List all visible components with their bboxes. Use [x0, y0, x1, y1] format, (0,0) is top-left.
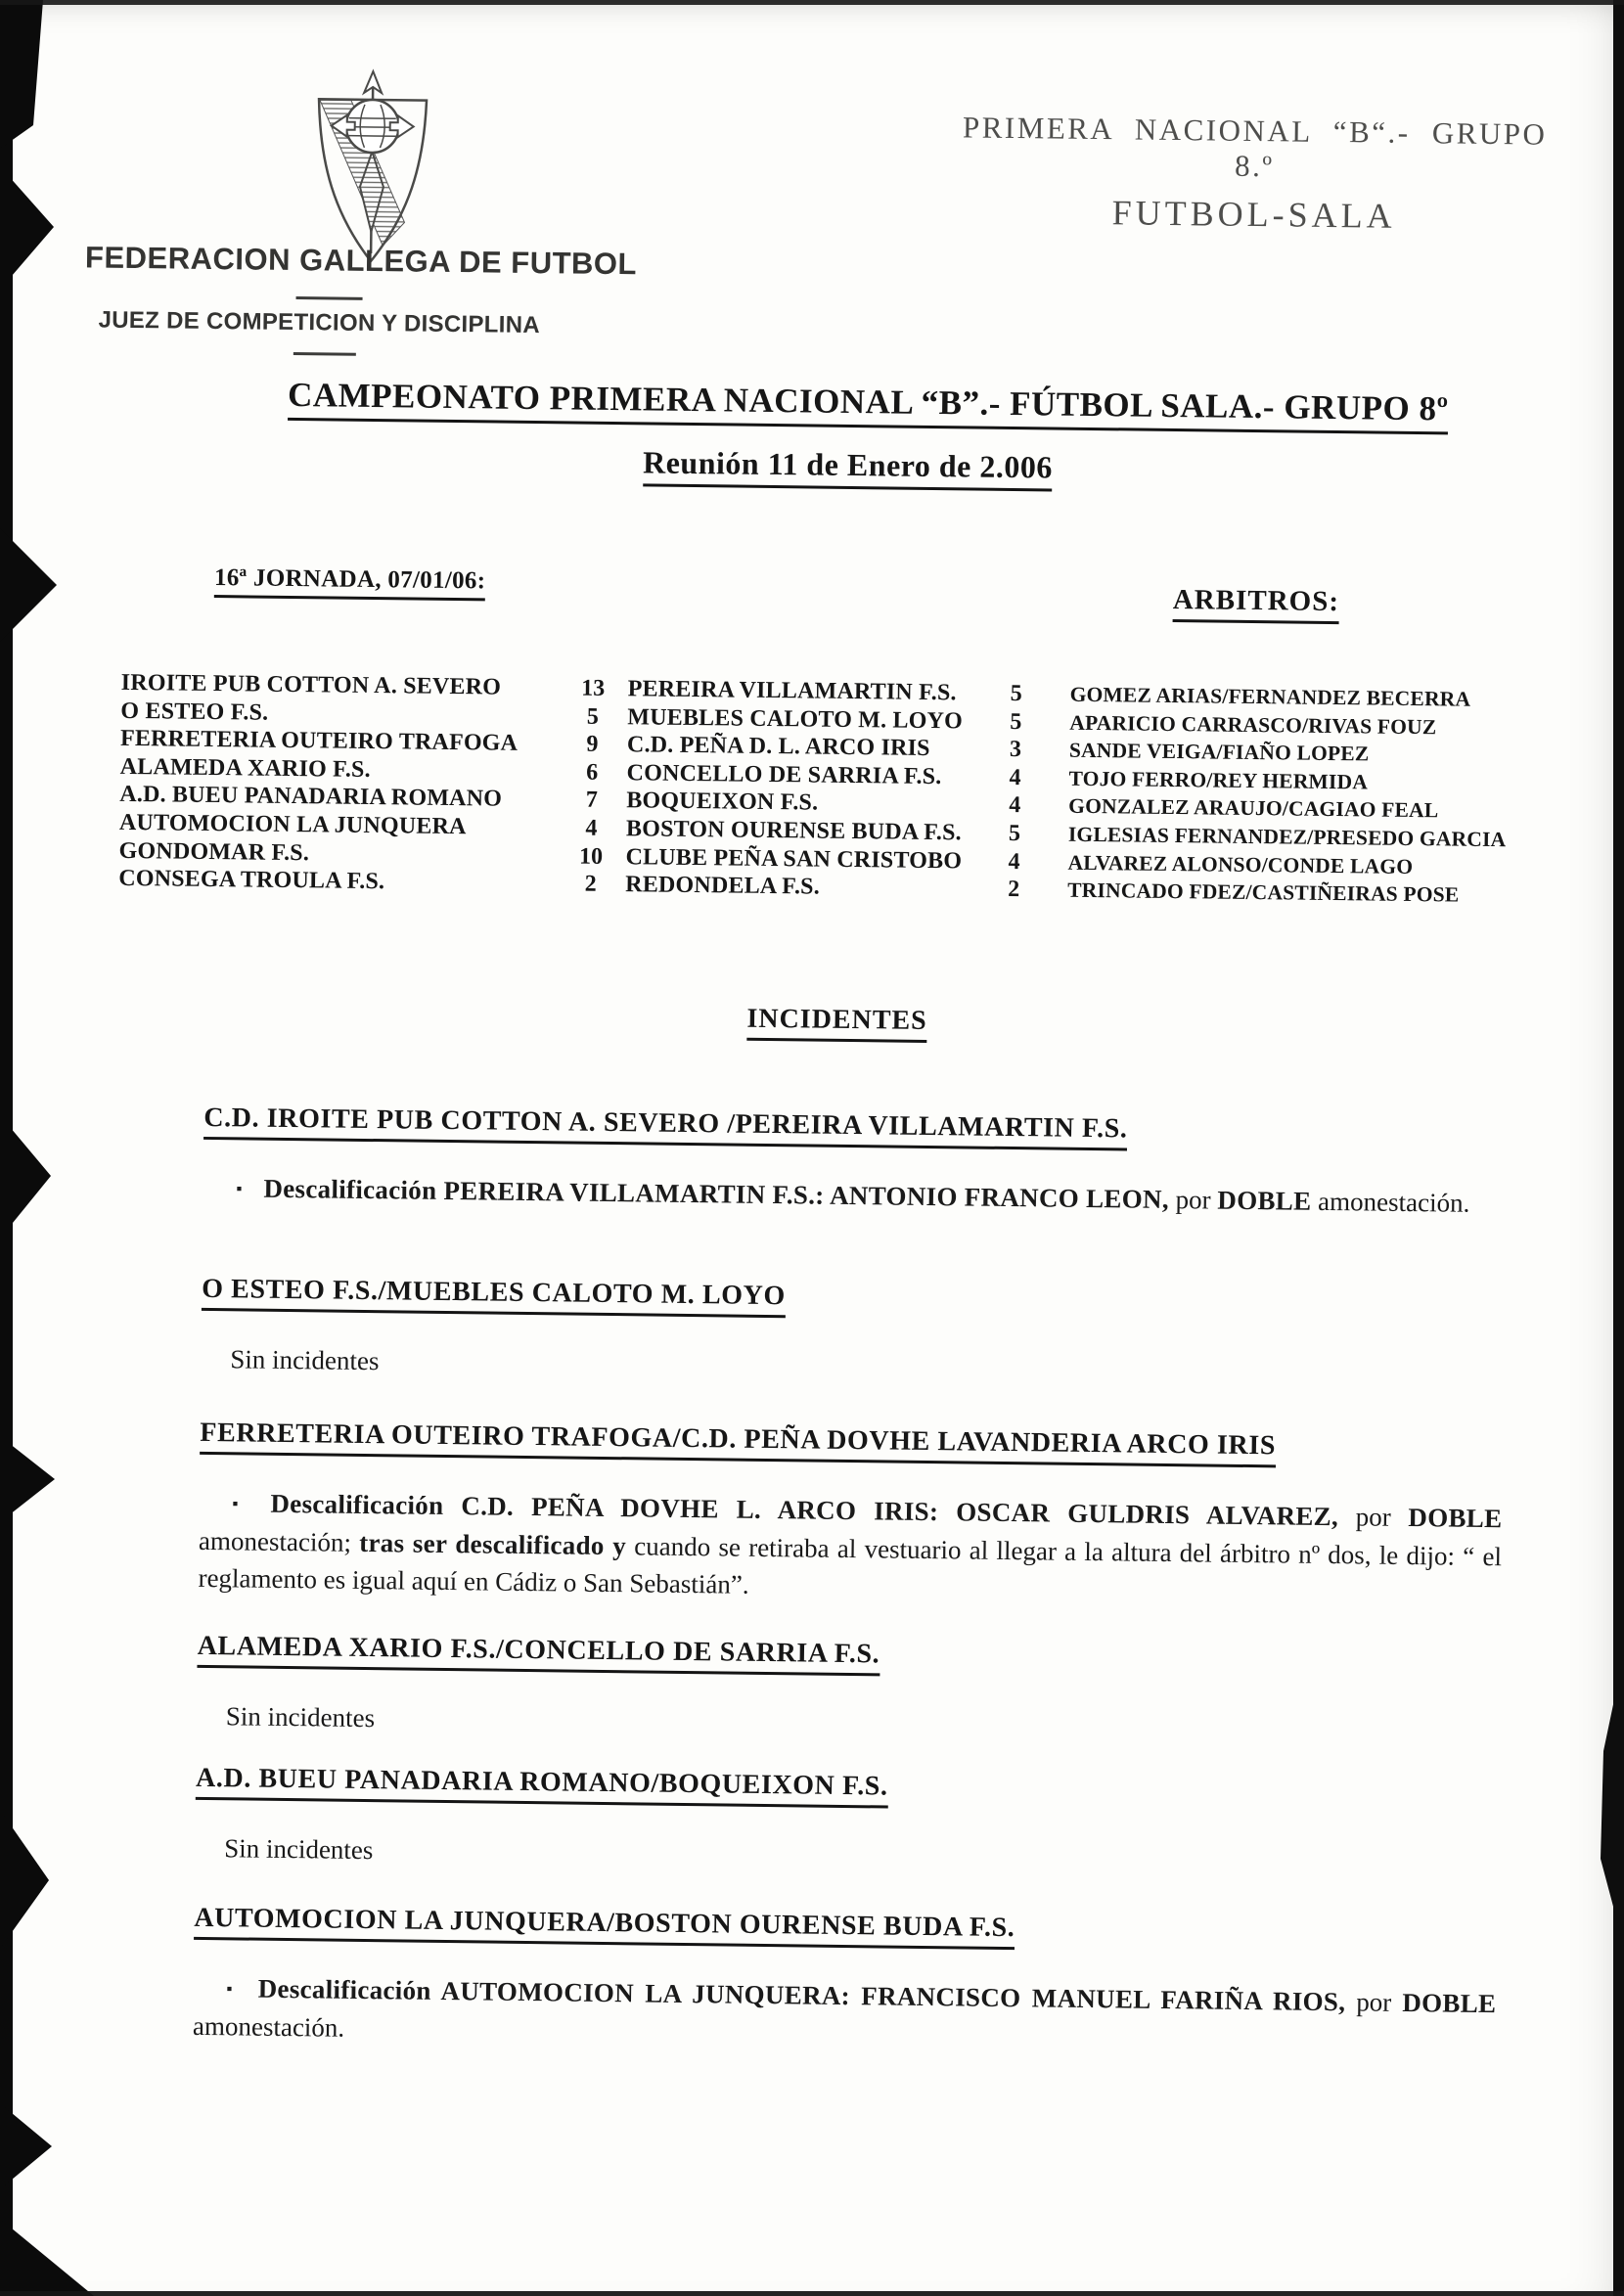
away-team: PEREIRA VILLAMARTIN F.S.	[627, 676, 957, 706]
incident-section	[201, 1274, 1505, 1393]
home-team: AUTOMOCION LA JUNQUERA	[118, 809, 467, 840]
incident-text-segment: por	[1337, 1502, 1409, 1533]
home-score: 4	[585, 815, 598, 841]
away-score: 3	[1009, 737, 1022, 763]
judge-title: JUEZ DE COMPETICION Y DISCIPLINA	[98, 306, 541, 339]
home-team: ALAMEDA XARIO F.S.	[119, 753, 371, 783]
incident-text-segment: Descalificación PEREIRA VILLAMARTIN F.S.: ANTONIO FRANCO LEON,	[263, 1173, 1170, 1214]
away-score: 5	[1010, 680, 1022, 707]
referee-pair: SANDE VEIGA/FIAÑO LOPEZ	[1068, 738, 1370, 766]
incident-text-segment: por	[1345, 1987, 1403, 2017]
home-team: O ESTEO F.S.	[120, 698, 269, 726]
spacer	[1043, 820, 1068, 848]
incident-text-segment: Descalificación C.D. PEÑA DOVHE L. ARCO IRIS: OSCAR GULDRIS ALVAREZ,	[270, 1488, 1339, 1532]
results-table	[118, 669, 1550, 911]
referee-pair: TRINCADO FDEZ/CASTIÑEIRAS POSE	[1067, 878, 1460, 907]
federation-divider	[296, 296, 363, 300]
incident-body	[195, 1829, 1498, 1882]
incident-body	[203, 1169, 1506, 1223]
incident-text-segment: cuando se retiraba al vestuario al llegar a la altura del árbitro nº dos, le dijo: “ el reglamento es igual aquí en Cádiz o San Sebastián”.	[198, 1531, 1503, 1599]
spacer	[1042, 877, 1067, 905]
incident-section	[193, 1903, 1498, 2060]
incident-text-segment: DOBLE	[1408, 1503, 1503, 1534]
away-score: 4	[1008, 848, 1020, 875]
away-team: CONCELLO DE SARRIA F.S.	[626, 759, 942, 789]
incident-section	[198, 1418, 1503, 1612]
spacer	[1044, 680, 1069, 708]
incident-text-segment: por	[1168, 1184, 1218, 1215]
incident-text-segment: DOBLE	[1402, 1987, 1497, 2019]
incident-heading: AUTOMOCION LA JUNQUERA/BOSTON OURENSE BUDA F.S.	[194, 1903, 1497, 1956]
away-team: BOSTON OURENSE BUDA F.S.	[625, 816, 963, 846]
referee-pair: GONZALEZ ARAUJO/CAGIAO FEAL	[1068, 794, 1439, 823]
matchday-heading: 16ª JORNADA, 07/01/06:	[214, 564, 486, 601]
home-team: IROITE PUB COTTON A. SEVERO	[120, 669, 502, 700]
referees-heading: ARBITROS:	[1173, 584, 1340, 624]
incident-heading: O ESTEO F.S./MUEBLES CALOTO M. LOYO	[202, 1274, 1505, 1327]
incident-body	[197, 1697, 1500, 1750]
incident-text-segment: Sin incidentes	[224, 1833, 374, 1866]
incident-section	[197, 1631, 1501, 1750]
home-score: 9	[586, 731, 599, 758]
away-score: 5	[1010, 708, 1022, 735]
away-team: BOQUEIXON F.S.	[626, 788, 819, 816]
incident-text-segment: Sin incidentes	[225, 1701, 376, 1733]
away-score: 2	[1008, 877, 1020, 903]
away-team: MUEBLES CALOTO M. LOYO	[627, 703, 964, 734]
home-score: 10	[578, 843, 604, 870]
referee-pair: APARICIO CARRASCO/RIVAS FOUZ	[1069, 710, 1437, 739]
away-score: 4	[1009, 764, 1021, 790]
home-score: 6	[585, 759, 599, 786]
referee-pair: IGLESIAS FERNANDEZ/PRESEDO GARCIA	[1067, 822, 1507, 852]
referee-pair: TOJO FERRO/REY HERMIDA	[1068, 766, 1369, 794]
competition-header	[940, 110, 1567, 239]
incident-body	[201, 1340, 1504, 1393]
home-score: 5	[586, 703, 600, 730]
incident-heading: A.D. BUEU PANADARIA ROMANO/BOQUEIXON F.S.	[196, 1763, 1499, 1816]
spacer	[1043, 764, 1068, 792]
incident-text-segment: tras ser descalificado y	[359, 1527, 627, 1561]
away-team: C.D. PEÑA D. L. ARCO IRIS	[626, 732, 930, 762]
federation-name: FEDERACION GALLEGA DE FUTBOL	[84, 240, 638, 282]
incident-heading: ALAMEDA XARIO F.S./CONCELLO DE SARRIA F.S.	[197, 1631, 1500, 1684]
spacer	[1044, 708, 1069, 737]
home-score: 13	[581, 675, 606, 701]
incident-text-segment: Sin incidentes	[230, 1344, 380, 1376]
incident-heading: FERRETERIA OUTEIRO TRAFOGA/C.D. PEÑA DOVHE LAVANDERIA ARCO IRIS	[200, 1418, 1503, 1470]
incident-text-segment: amonestación.	[192, 2010, 345, 2043]
home-score: 2	[584, 871, 597, 897]
incident-text-segment: amonestación;	[198, 1525, 360, 1557]
bullet-square-icon: ▪	[232, 1494, 249, 1513]
home-team: GONDOMAR F.S.	[118, 837, 310, 866]
judge-divider	[293, 352, 356, 356]
bullet-square-icon: ▪	[226, 1979, 237, 1999]
away-team: CLUBE PEÑA SAN CRISTOBO	[625, 843, 963, 874]
federation-crest-icon	[293, 67, 451, 269]
incident-body	[198, 1484, 1502, 1612]
home-team: CONSEGA TROULA F.S.	[118, 866, 385, 895]
referee-pair: GOMEZ ARIAS/FERNANDEZ BECERRA	[1069, 682, 1471, 711]
spacer	[1044, 737, 1069, 765]
incident-text-segment: Descalificación AUTOMOCION LA JUNQUERA: FRANCISCO MANUEL FARIÑA RIOS,	[257, 1973, 1346, 2017]
home-team: A.D. BUEU PANADARIA ROMANO	[119, 782, 503, 813]
incident-text-segment: amonestación.	[1311, 1186, 1470, 1218]
competition-subtitle: FUTBOL-SALA	[1111, 193, 1396, 236]
referee-pair: ALVAREZ ALONSO/CONDE LAGO	[1067, 850, 1414, 878]
home-team: FERRETERIA OUTEIRO TRAFOGA	[119, 726, 519, 757]
incident-section	[203, 1103, 1507, 1223]
meeting-date: Reunión 11 de Enero de 2.006	[211, 439, 1483, 497]
incident-text-segment: DOBLE	[1217, 1185, 1312, 1216]
incident-heading: C.D. IROITE PUB COTTON A. SEVERO /PEREIRA VILLAMARTIN F.S.	[203, 1103, 1507, 1155]
away-score: 5	[1008, 820, 1021, 847]
spacer	[1042, 848, 1067, 877]
home-score: 7	[585, 788, 598, 814]
spacer	[1043, 792, 1068, 821]
away-score: 4	[1009, 792, 1021, 819]
away-team: REDONDELA F.S.	[625, 872, 821, 900]
incident-body	[193, 1969, 1497, 2060]
incident-section	[195, 1763, 1499, 1882]
bullet-square-icon: ▪	[236, 1179, 243, 1198]
competition-title: PRIMERA NACIONAL “B“.- GRUPO 8.º	[962, 110, 1548, 184]
incidents-title: INCIDENTES	[204, 997, 1468, 1050]
document-title: CAMPEONATO PRIMERA NACIONAL “B”.- FÚTBOL SALA.- GRUPO 8º	[212, 375, 1523, 435]
